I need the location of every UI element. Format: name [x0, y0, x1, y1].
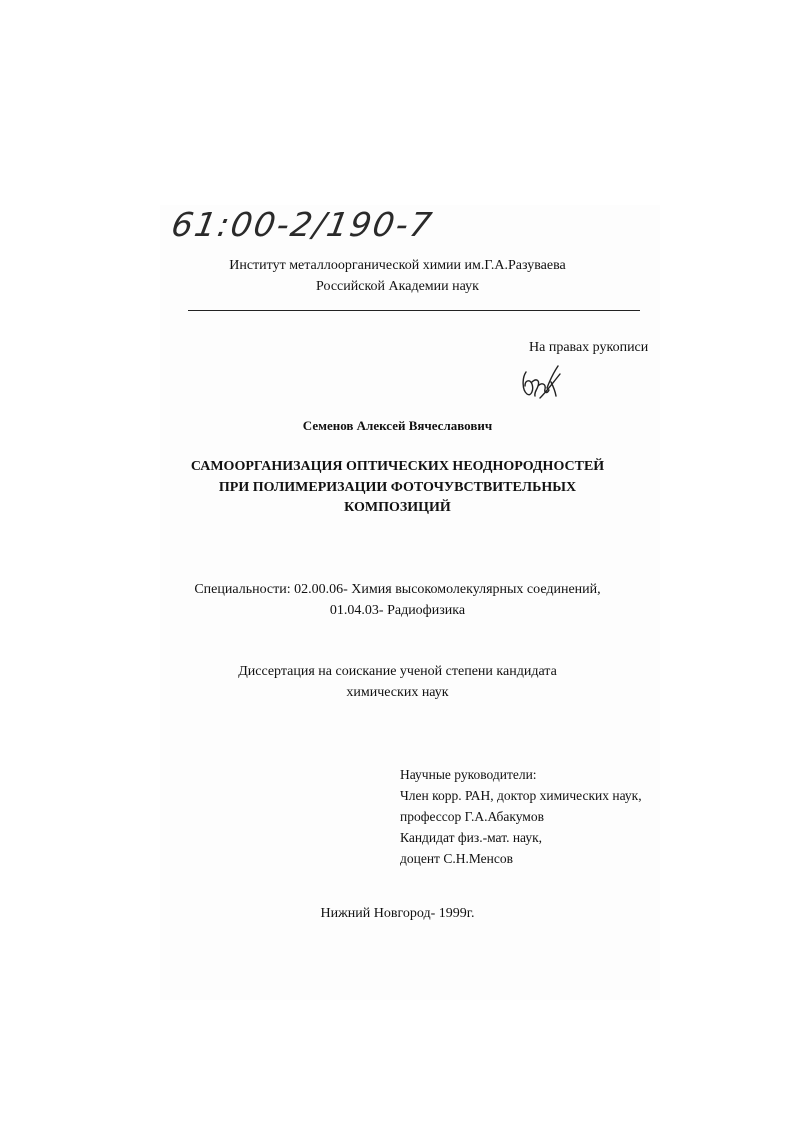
advisors-heading: Научные руководители:: [400, 767, 537, 782]
advisor-2-name: доцент С.Н.Менсов: [400, 851, 513, 866]
manuscript-rights-note: На правах рукописи: [529, 340, 649, 355]
horizontal-rule: [188, 310, 640, 311]
dissertation-title-line-2: ПРИ ПОЛИМЕРИЗАЦИИ ФОТОЧУВСТВИТЕЛЬНЫХ: [218, 480, 577, 495]
degree-line-1: Диссертация на соискание ученой степени кандидата: [238, 664, 557, 679]
signature-icon: [518, 362, 564, 404]
advisor-2-title: Кандидат физ.-мат. наук,: [400, 830, 543, 845]
place-and-year: Нижний Новгород- 1999г.: [320, 906, 475, 921]
specialties-line-1: Специальности: 02.00.06- Химия высокомолекулярных соединений,: [194, 582, 601, 597]
institute-line-1: Институт металлоорганической химии им.Г.А.Разуваева: [229, 258, 566, 273]
dissertation-title-line-3: КОМПОЗИЦИЙ: [344, 500, 451, 515]
specialties-line-2: 01.04.03- Радиофизика: [329, 603, 466, 618]
advisors-block: [400, 764, 642, 869]
author-name: Семенов Алексей Вячеславович: [302, 418, 493, 433]
handwritten-archive-number: 61:00-2/190-7: [168, 205, 437, 244]
advisor-1-name: профессор Г.А.Абакумов: [400, 809, 544, 824]
dissertation-title-line-1: САМООРГАНИЗАЦИЯ ОПТИЧЕСКИХ НЕОДНОРОДНОСТЕЙ: [190, 459, 605, 474]
degree-line-2: химических наук: [346, 685, 449, 700]
advisor-1-title: Член корр. РАН, доктор химических наук,: [400, 788, 642, 803]
institute-line-2: Российской Академии наук: [316, 279, 479, 294]
